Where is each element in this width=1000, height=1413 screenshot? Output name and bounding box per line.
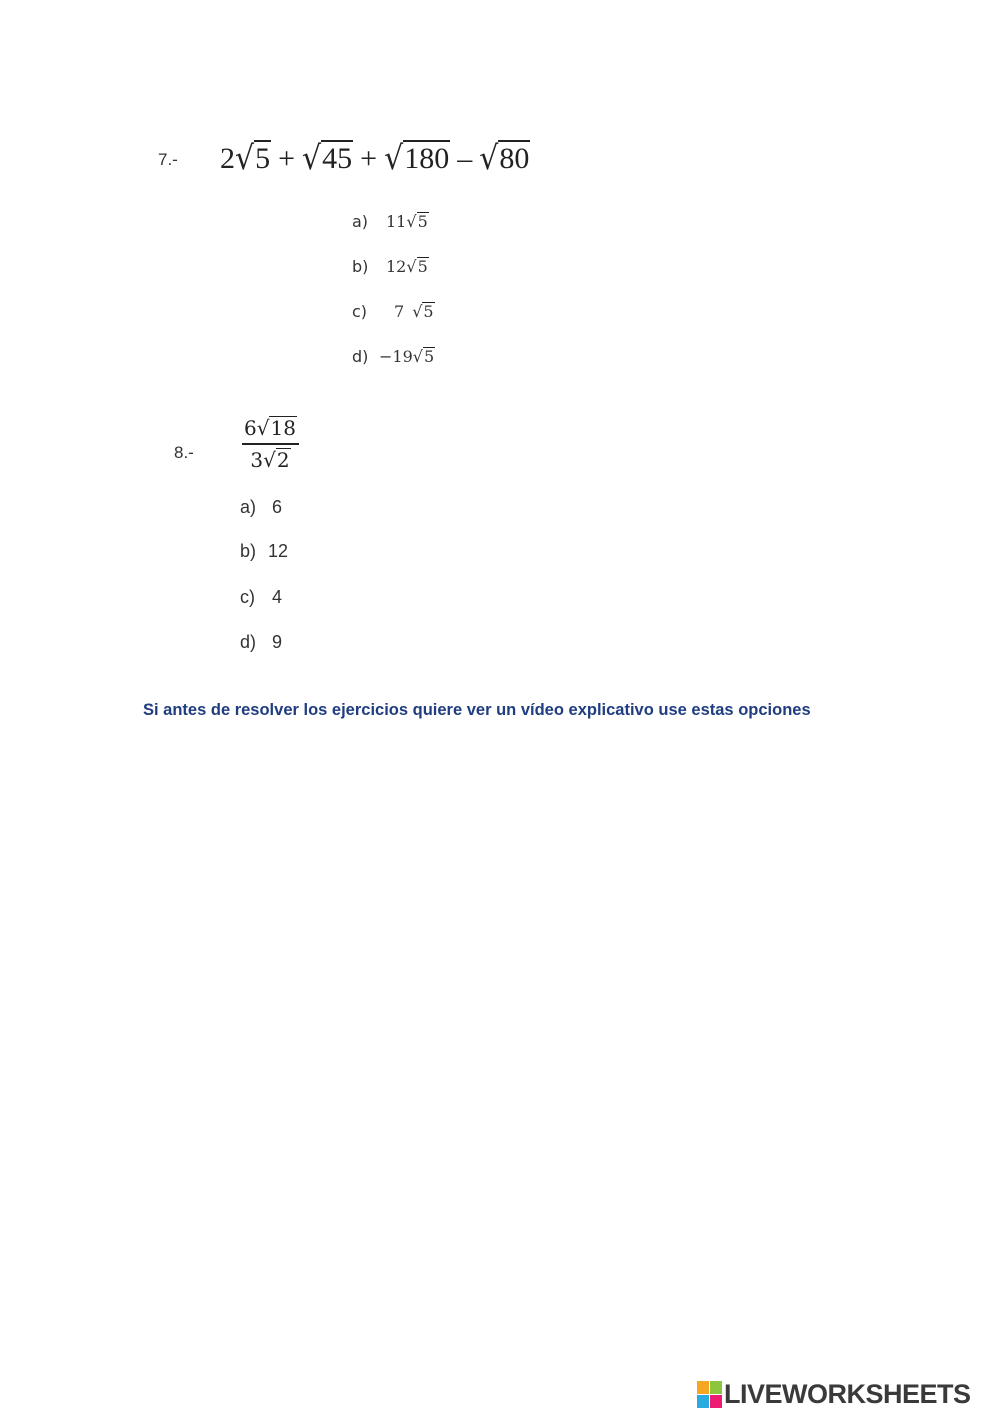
option-8a[interactable] — [240, 497, 282, 518]
option-label: d) — [240, 632, 257, 652]
option-8b[interactable] — [240, 541, 288, 562]
radical: √80 — [479, 139, 530, 178]
fraction-denominator: 3√2 — [250, 448, 290, 472]
logo-mark-icon — [697, 1381, 722, 1408]
option-coefficient: 7 — [394, 302, 405, 321]
option-coefficient: −19 — [379, 347, 413, 366]
operator: – — [457, 142, 473, 175]
question-8-fraction — [242, 416, 299, 472]
option-label: b) — [240, 541, 257, 561]
option-label: a) — [352, 212, 369, 231]
liveworksheets-logo — [697, 1379, 971, 1409]
option-value: 9 — [272, 632, 283, 652]
logo-tile — [710, 1381, 722, 1394]
option-7d[interactable]: d) −19√5 — [352, 347, 435, 366]
logo-text: LIVEWORKSHEETS — [724, 1378, 971, 1409]
option-value: 12 — [268, 541, 289, 561]
option-label: c) — [352, 302, 368, 321]
logo-tile — [697, 1395, 709, 1408]
option-label: d) — [352, 347, 369, 366]
logo-tile — [697, 1381, 709, 1394]
option-coefficient: 12 — [386, 257, 407, 276]
option-7a[interactable]: a) 11√5 — [352, 212, 428, 231]
option-radicand: 5 — [423, 302, 434, 321]
option-7c[interactable]: c) 7 √5 — [352, 302, 434, 321]
option-label: c) — [240, 587, 255, 607]
radical: √45 — [302, 139, 353, 178]
question-7-expression — [220, 140, 530, 176]
radical: √5 — [235, 139, 271, 178]
term-coefficient: 2 — [220, 142, 235, 175]
option-radicand: 5 — [423, 347, 435, 366]
option-8c[interactable] — [240, 587, 282, 608]
option-radicand: 5 — [417, 257, 428, 276]
operator: + — [278, 142, 296, 175]
option-8d[interactable] — [240, 632, 282, 653]
option-radicand: 5 — [417, 212, 428, 231]
operator: + — [360, 142, 378, 175]
fraction-numerator: 6√18 — [244, 416, 296, 440]
option-label: a) — [240, 497, 257, 517]
logo-tile — [710, 1395, 722, 1408]
question-8-number: 8.- — [174, 443, 194, 462]
option-value: 6 — [272, 497, 283, 517]
option-7b[interactable]: b) 12√5 — [352, 257, 428, 276]
radical: √180 — [384, 139, 450, 178]
option-label: b) — [352, 257, 369, 276]
option-coefficient: 11 — [386, 212, 407, 231]
video-instruction-text: Si antes de resolver los ejercicios quiere ver un vídeo explicativo use estas opciones — [143, 701, 811, 719]
question-7-number: 7.- — [158, 150, 178, 169]
option-value: 4 — [272, 587, 283, 607]
